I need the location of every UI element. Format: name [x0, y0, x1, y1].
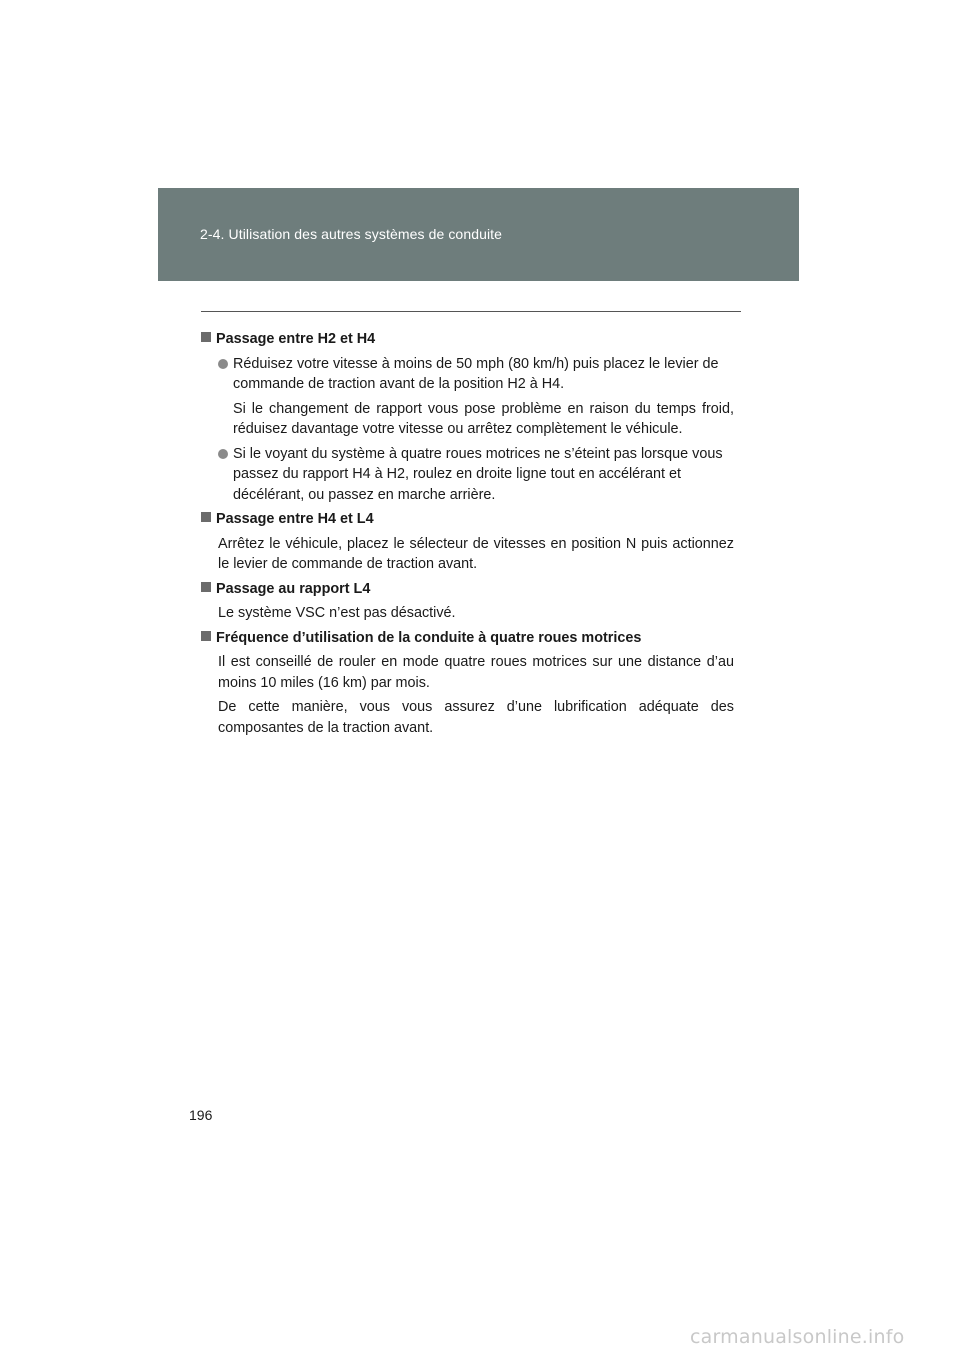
section-heading-text: Passage entre H2 et H4 [216, 331, 376, 347]
section-heading-text: Fréquence d’utilisation de la conduite à quatre roues motrices [216, 629, 642, 646]
section-title: 2-4. Utilisation des autres systèmes de conduite [200, 226, 503, 242]
round-bullet-icon [218, 449, 228, 459]
section-heading [201, 329, 734, 350]
section-heading [201, 579, 734, 600]
section-heading-text: Passage au rapport L4 [216, 580, 371, 597]
watermark: carmanualsonline.info [690, 1326, 905, 1348]
list-item [201, 444, 734, 506]
section-header-band [158, 188, 799, 281]
paragraph: Il est conseillé de rouler en mode quatre roues motrices sur une distance d’au moins 10 miles (16 km) par mois. [218, 654, 734, 691]
list-item-text: Si le voyant du système à quatre roues motrices ne s’éteint pas lorsque vous passez du rapport H4 à H2, roulez en droite ligne tout en accélérant et décélérant, ou passez en marche arrière. [233, 445, 723, 503]
section-heading [201, 509, 734, 530]
paragraph: Le système VSC n’est pas désactivé. [218, 605, 456, 621]
paragraph: De cette manière, vous vous assurez d’une lubrification adéquate des composantes de la traction avant. [218, 699, 734, 736]
square-bullet-icon [201, 512, 211, 522]
square-bullet-icon [201, 631, 211, 641]
square-bullet-icon [201, 332, 211, 342]
paragraph: Arrêtez le véhicule, placez le sélecteur de vitesses en position N puis actionnez le levier de commande de traction avant. [218, 535, 734, 572]
section-heading [201, 628, 734, 649]
square-bullet-icon [201, 582, 211, 592]
page-number: 196 [189, 1107, 213, 1123]
section-heading-text: Passage entre H4 et L4 [216, 511, 374, 527]
content-body [201, 329, 734, 742]
header-rule [201, 311, 741, 312]
list-item-text: Réduisez votre vitesse à moins de 50 mph (80 km/h) puis placez le levier de commande de traction avant de la position H2 à H4. [233, 355, 719, 392]
round-bullet-icon [218, 359, 228, 369]
list-item-note: Si le changement de rapport vous pose problème en raison du temps froid, réduisez davantage votre vitesse ou arrêtez complètement le véhicule. [233, 400, 734, 437]
list-item [201, 354, 734, 395]
